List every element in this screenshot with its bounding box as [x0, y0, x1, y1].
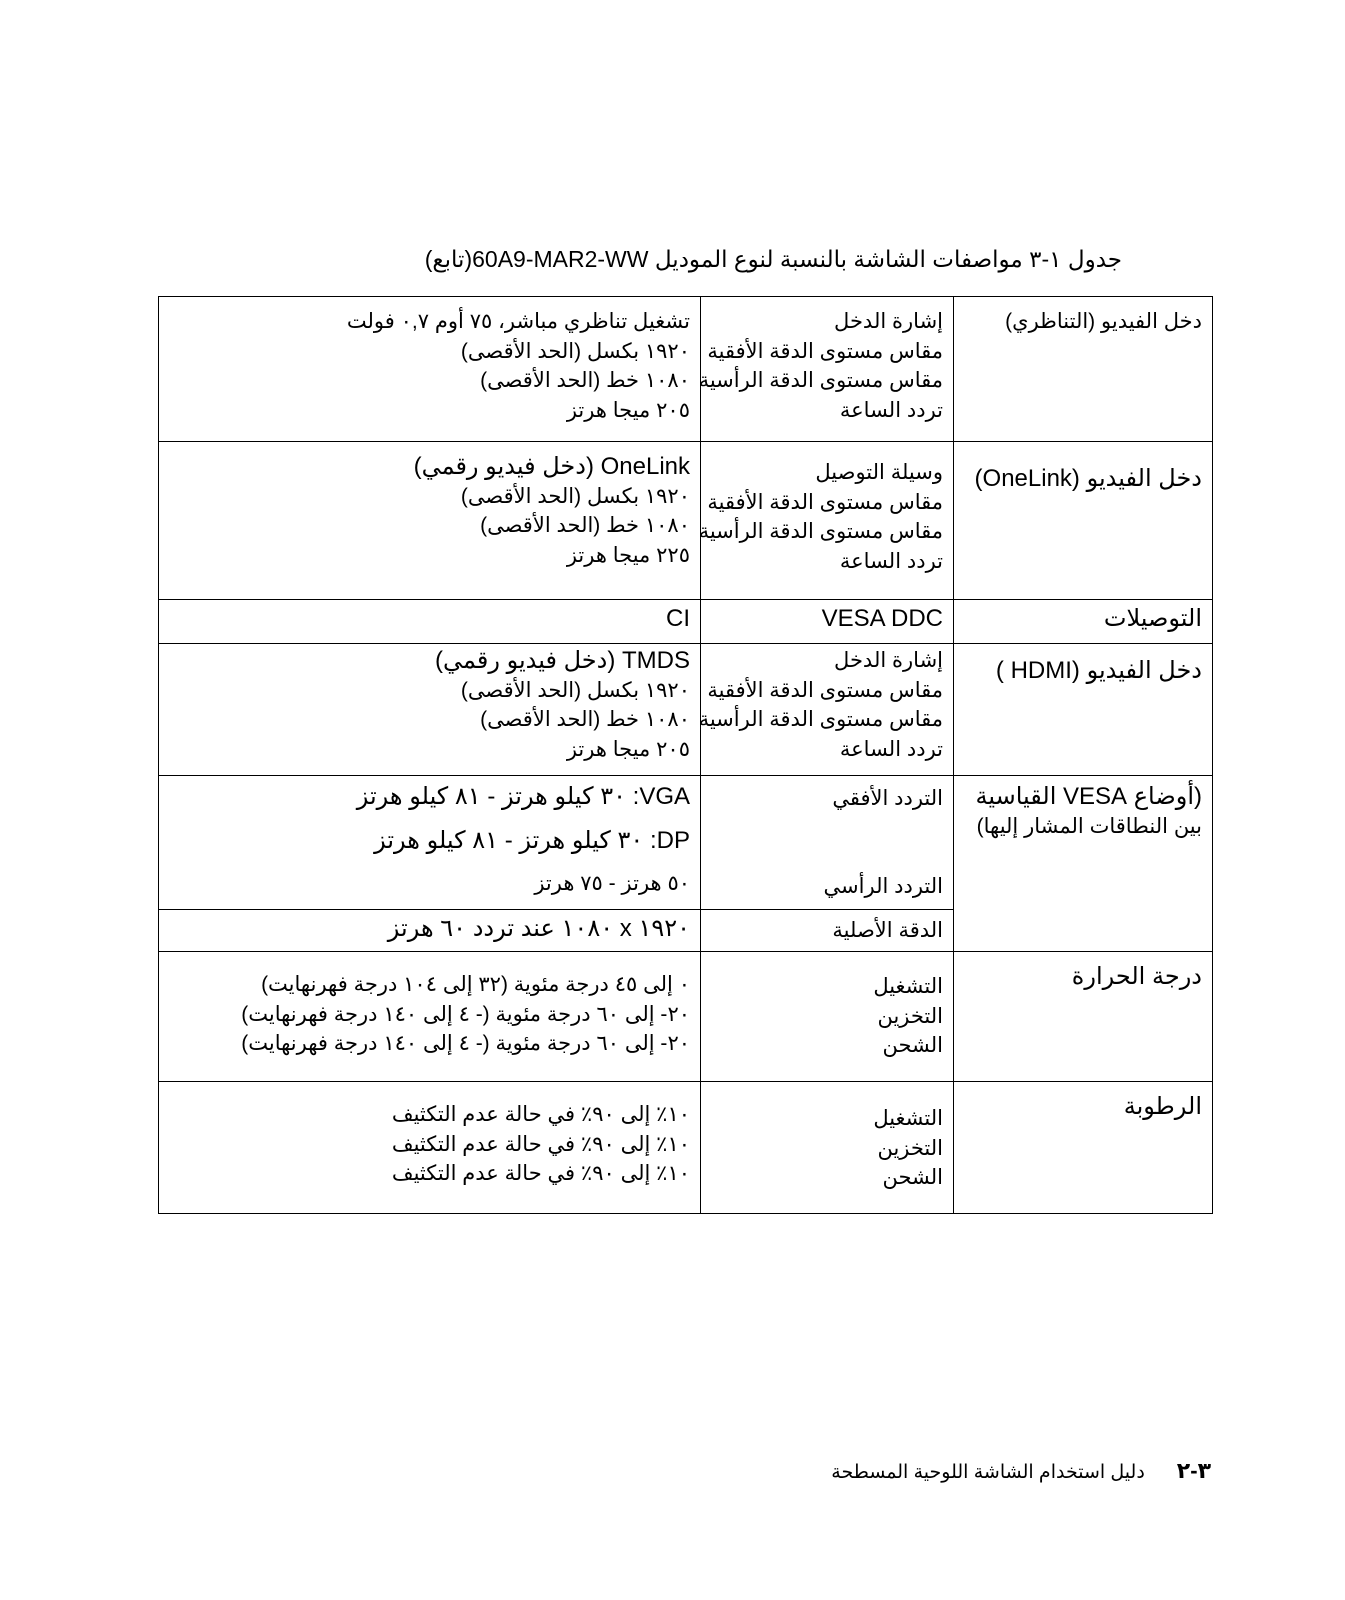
page-footer: [831, 1458, 1211, 1484]
spec-value: TMDS (دخل فيديو رقمي): [434, 647, 690, 674]
spec-value: ٢٢٥ ميجا هرتز: [566, 543, 690, 567]
category-cell: [954, 442, 1213, 600]
spec-value: CI: [666, 605, 690, 632]
table-row: [159, 644, 1213, 776]
value-cell: [159, 297, 701, 442]
value-cell: [159, 644, 701, 776]
spec-value: ٢٠- إلى ٦٠ درجة مئوية (- ٤ إلى ١٤٠ درجة فهرنهايت): [241, 1002, 690, 1026]
value-cell: [159, 600, 701, 644]
spec-value: ١٩٢٠ بكسل (الحد الأقصى): [460, 484, 690, 508]
spec-value: ١٩٢٠ بكسل (الحد الأقصى): [460, 339, 690, 363]
spec-label: الدقة الأصلية: [832, 919, 943, 942]
label-cell: [698, 442, 954, 600]
spec-label: التردد الرأسي: [823, 874, 943, 898]
value-cell: [159, 442, 701, 600]
spec-label: التشغيل: [873, 1107, 943, 1130]
spec-value: ١٠٪ إلى ٩٠٪ في حالة عدم التكثيف: [391, 1162, 690, 1185]
value-cell: [159, 910, 701, 952]
spec-value: OneLink (دخل فيديو رقمي): [413, 453, 690, 480]
category-label: درجة الحرارة: [1071, 963, 1202, 990]
table-row: [159, 1082, 1213, 1214]
category-cell: [954, 600, 1213, 644]
label-cell: [701, 600, 954, 644]
category-label: دخل الفيديو (OneLink): [974, 465, 1202, 492]
spec-label: مقاس مستوى الدقة الأفقية: [707, 339, 943, 363]
specifications-table: [158, 296, 1213, 1214]
page-number: ٣-٢: [1176, 1458, 1211, 1483]
category-cell: [954, 952, 1213, 1082]
spec-value: ٠ إلى ٤٥ درجة مئوية (٣٢ إلى ١٠٤ درجة فهرنهايت): [261, 973, 690, 996]
category-label: (أوضاع VESA القياسية: [975, 783, 1202, 810]
footer-title: دليل استخدام الشاشة اللوحية المسطحة: [831, 1462, 1145, 1483]
value-cell: [159, 1082, 701, 1214]
spec-label: مقاس مستوى الدقة الرأسية: [698, 708, 943, 731]
label-cell: [701, 910, 954, 952]
table-row: [159, 442, 1213, 600]
spec-label: تردد الساعة: [839, 398, 943, 422]
spec-value: ٥٠ هرتز - ٧٥ هرتز: [534, 872, 690, 895]
spec-label: إشارة الدخل: [834, 310, 943, 333]
spec-value: ١٠٪ إلى ٩٠٪ في حالة عدم التكثيف: [391, 1103, 690, 1126]
category-label: بين النطاقات المشار إليها): [976, 814, 1202, 838]
category-label: التوصيلات: [1103, 605, 1202, 632]
label-cell: [701, 952, 954, 1082]
label-cell: [701, 776, 954, 910]
category-cell: [954, 644, 1213, 776]
spec-value: ١٠٨٠ خط (الحد الأقصى): [480, 369, 690, 392]
spec-label: مقاس مستوى الدقة الرأسية: [698, 369, 943, 392]
spec-value: ١٠٪ إلى ٩٠٪ في حالة عدم التكثيف: [391, 1132, 690, 1156]
value-cell: [159, 952, 701, 1082]
spec-label: إشارة الدخل: [834, 649, 943, 672]
table-row: [159, 776, 1213, 910]
spec-label: VESA DDC: [821, 605, 943, 632]
spec-label: تردد الساعة: [839, 737, 943, 761]
spec-value: ١٠٨٠ خط (الحد الأقصى): [480, 708, 690, 731]
spec-label: تردد الساعة: [839, 549, 943, 573]
table-caption: جدول ١-٣ مواصفات الشاشة بالنسبة لنوع الموديل 60A9-MAR2-WW(تابع): [424, 246, 1122, 272]
value-cell: [159, 776, 701, 910]
table-row: [159, 600, 1213, 644]
spec-label: الشحن: [882, 1166, 943, 1189]
spec-label: مقاس مستوى الدقة الأفقية: [707, 678, 943, 702]
category-label: الرطوبة: [1123, 1093, 1202, 1120]
category-cell: [954, 1082, 1213, 1214]
category-label: دخل الفيديو (التناظري): [1005, 310, 1202, 333]
spec-label: التخزين: [877, 1004, 943, 1028]
spec-value: ٢٠٥ ميجا هرتز: [566, 398, 690, 422]
spec-value: VGA: ٣٠ كيلو هرتز - ٨١ كيلو هرتز: [356, 783, 690, 810]
category-label: دخل الفيديو (HDMI ): [995, 657, 1202, 684]
spec-value: ١٩٢٠ x ١٠٨٠ عند تردد ٦٠ هرتز: [387, 915, 690, 942]
spec-value: ٢٠٥ ميجا هرتز: [566, 737, 690, 761]
spec-value: ١٩٢٠ بكسل (الحد الأقصى): [460, 678, 690, 702]
table-row: [159, 297, 1213, 442]
label-cell: [698, 297, 954, 442]
label-cell: [701, 1082, 954, 1214]
spec-label: التردد الأفقي: [832, 787, 943, 810]
spec-label: الشحن: [882, 1034, 943, 1057]
label-cell: [698, 644, 954, 776]
spec-label: التخزين: [877, 1136, 943, 1160]
spec-label: وسيلة التوصيل: [815, 461, 943, 484]
spec-value: DP: ٣٠ كيلو هرتز - ٨١ كيلو هرتز: [374, 826, 690, 854]
spec-value: ٢٠- إلى ٦٠ درجة مئوية (- ٤ إلى ١٤٠ درجة فهرنهايت): [241, 1032, 690, 1055]
spec-value: تشغيل تناظري مباشر، ٧٥ أوم ٠,٧ فولت: [346, 310, 690, 333]
spec-label: مقاس مستوى الدقة الأفقية: [707, 490, 943, 514]
category-cell: [954, 297, 1213, 442]
category-cell: [954, 776, 1213, 952]
spec-label: مقاس مستوى الدقة الرأسية: [698, 520, 943, 543]
table-row: [159, 952, 1213, 1082]
spec-value: ١٠٨٠ خط (الحد الأقصى): [480, 514, 690, 537]
spec-label: التشغيل: [873, 975, 943, 998]
